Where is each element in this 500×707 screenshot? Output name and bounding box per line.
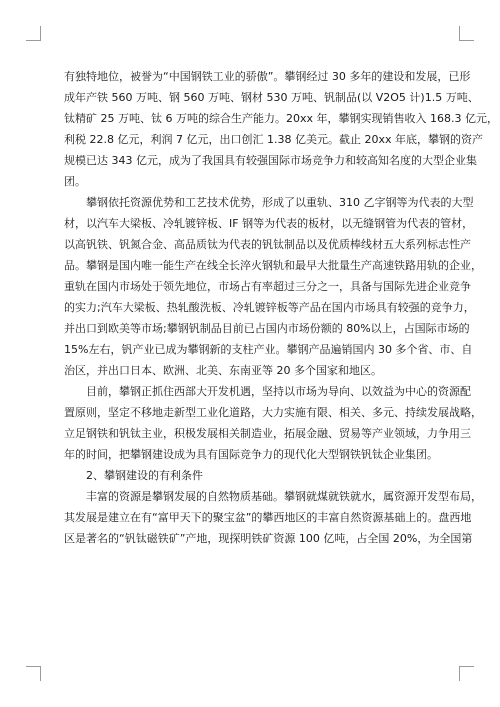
text-line: 以高钒铁、钒氮合金、高品质钛为代表的钒钛制品以及优质棒线材五大系列标志性产: [64, 238, 471, 251]
text-line: 2、攀钢建设的有利条件: [86, 469, 203, 482]
crop-mark-bottom-left: [26, 666, 41, 681]
text-line: 的实力;汽车大梁板、热轧酸洗板、冷轧镀锌板等产品在国内市场具有较强的竞争力，: [64, 301, 475, 314]
text-line: 年的时间，把攀钢建设成为具有国际竞争力的现代化大型钢铁钒钛企业集团。: [64, 448, 438, 461]
text-line: 规模已达 343 亿元，成为了我国具有较强国际市场竞争力和较高知名度的大型企业集: [64, 154, 477, 167]
crop-mark-bottom-right: [459, 666, 474, 681]
document-body: [64, 66, 498, 549]
text-line: 目前，攀钢正抓住西部大开发机遇，坚持以市场为导向、以效益为中心的资源配: [86, 385, 471, 398]
text-line: 攀钢依托资源优势和工艺技术优势，形成了以重轨、310 乙字钢等为代表的大型: [86, 196, 474, 209]
text-line: 团。: [64, 175, 86, 188]
text-line: 钛精矿 25 万吨、钛 6 万吨的综合生产能力。20xx 年，攀钢实现销售收入 168.3 亿元，: [64, 112, 498, 125]
text-line: 并出口到欧美等市场;攀钢钒制品目前已占国内市场份额的 80%以上，占国际市场的: [64, 322, 470, 335]
text-line: 材，以汽车大梁板、冷轧镀锌板、IF 钢等为代表的板材，以无缝钢管为代表的管材，: [64, 217, 474, 230]
paragraph: [64, 66, 498, 192]
text-line: 利税 22.8 亿元，利润 7 亿元，出口创汇 1.38 亿美元。截止 20xx 年底，攀钢的资产: [64, 133, 483, 146]
text-line: 有独特地位，被誉为“中国钢铁工业的骄傲”。攀钢经过 30 多年的建设和发展，已形: [64, 70, 471, 83]
text-line: 立足钢铁和钒钛主业，积极发展相关制造业，拓展金融、贸易等产业领域，力争用三: [64, 427, 471, 440]
text-line: 品。攀钢是国内唯一能生产在线全长淬火钢轨和最早大批量生产高速铁路用轨的企业，: [64, 259, 482, 272]
paragraph: [64, 486, 482, 549]
paragraph: [64, 192, 482, 381]
text-line: 置原则，坚定不移地走新型工业化道路，大力实施有限、相关、多元、持续发展战略，: [64, 406, 482, 419]
text-line: 15%左右，钒产业已成为攀钢新的支柱产业。攀钢产品遍销国内 30 多个省、市、自: [64, 343, 473, 356]
text-line: 区是著名的“钒钛磁铁矿”产地，现探明铁矿资源 100 亿吨，占全国 20%，为全国第: [64, 532, 473, 545]
paragraph: [64, 381, 482, 465]
text-line: 治区，并出口日本、欧洲、北美、东南亚等 20 多个国家和地区。: [64, 364, 382, 377]
text-line: 成年产铁 560 万吨、钢 560 万吨、钢材 530 万吨、钒制品(以 V2O5 计)1.5 万吨、: [64, 91, 479, 104]
text-line: 重轨在国内市场处于领先地位，市场占有率超过三分之一，具备与国际先进企业竞争: [64, 280, 471, 293]
text-line: 其发展是建立在有“富甲天下的聚宝盆”的攀西地区的丰富自然资源基础上的。盘西地: [64, 511, 472, 524]
section-heading: [64, 465, 436, 486]
crop-mark-top-right: [459, 26, 474, 41]
text-line: 丰富的资源是攀钢发展的自然物质基础。攀钢就煤就铁就水，属资源开发型布局，: [86, 490, 482, 503]
crop-mark-top-left: [26, 26, 41, 41]
